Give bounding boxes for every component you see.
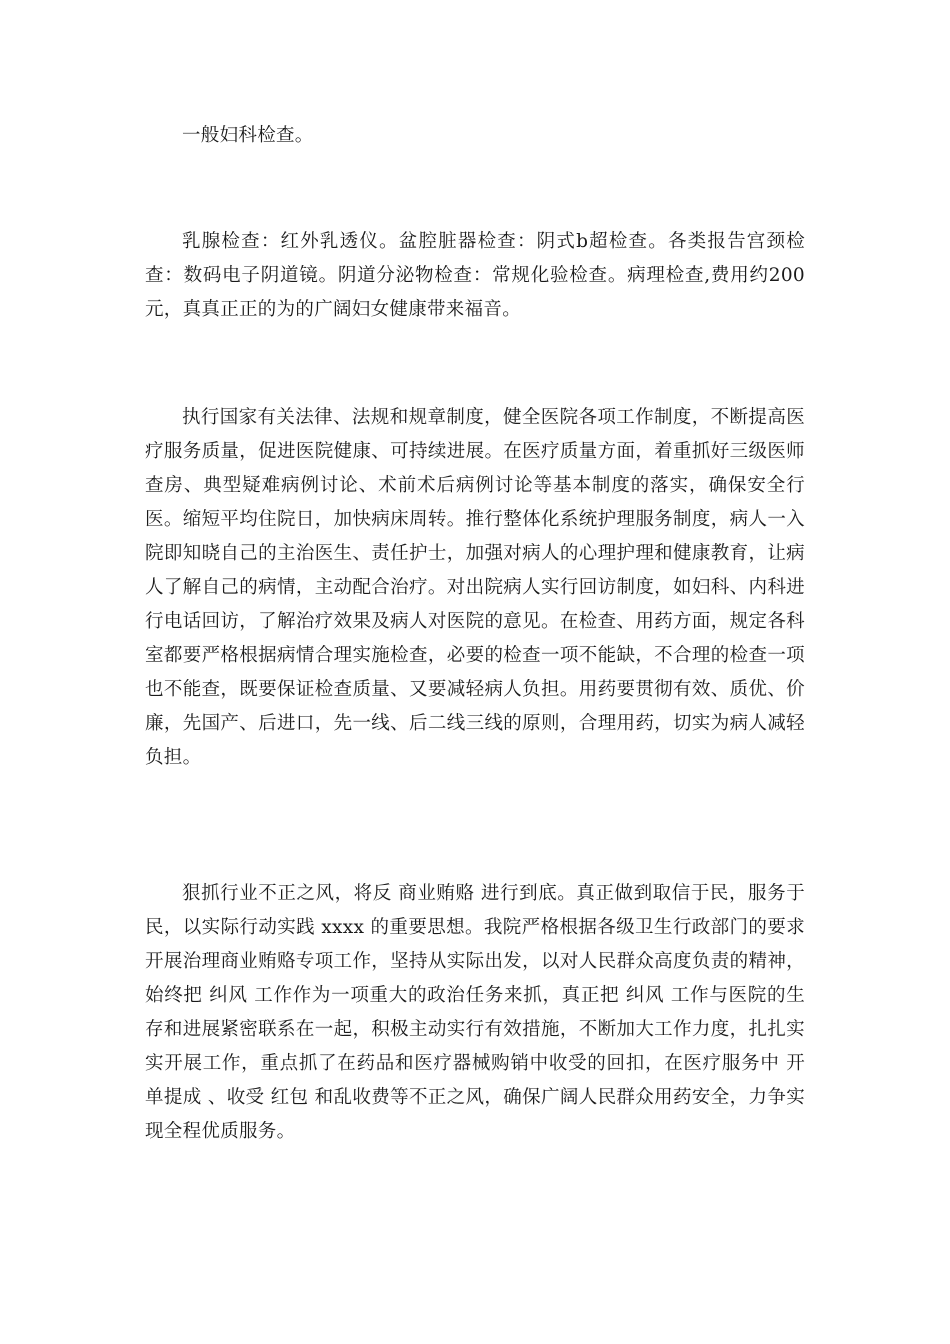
paragraph-exam-items: 乳腺检查：红外乳透仪。盆腔脏器检查：阴式b超检查。各类报告宫颈检查：数码电子阴道镜。阴道分泌物检查：常规化验检查。病理检查,费用约200元，真真正正的为的广阔妇女健康带来福音。 bbox=[145, 231, 805, 320]
paragraph-medical-quality: 执行国家有关法律、法规和规章制度，健全医院各项工作制度，不断提高医疗服务质量，促进医院健康、可持续进展。在医疗质量方面，着重抓好三级医师查房、典型疑难病例讨论、术前术后病例讨论等基本制度的落实，确保安全行医。缩短平均住院日，加快病床周转。推行整体化系统护理服务制度，病人一入院即知晓自己的主治医生、责任护士，加强对病人的心理护理和健康教育，让病人了解自己的病情，主动配合治疗。对出院病人实行回访制度，如妇科、内科进行电话回访，了解治疗效果及病人对医院的意见。在检查、用药方面，规定各科室都要严格根据病情合理实施检查，必要的检查一项不能缺，不合理的检查一项也不能查，既要保证检查质量、又要减轻病人负担。用药要贯彻有效、质优、价廉，先国产、后进口，先一线、后二线三线的原则，合理用药，切实为病人减轻负担。 bbox=[145, 407, 805, 768]
paragraph-gynecology-exam: 一般妇科检查。 bbox=[182, 125, 314, 146]
paragraph-anti-bribery: 狠抓行业不正之风，将反 商业贿赂 进行到底。真正做到取信于民，服务于民，以实际行动实践 xxxx 的重要思想。我院严格根据各级卫生行政部门的要求开展治理商业贿赂专项工作，坚持从实际出发，以对人民群众高度负责的精神，始终把 纠风 工作作为一项重大的政治任务来抓，真正把 纠风 工作与医院的生存和进展紧密联系在一起，积极主动实行有效措施，不断加大工作力度，扎扎实实开展工作，重点抓了在药品和医疗器械购销中收受的回扣，在医疗服务中 开单提成 、收受 红包 和乱收费等不正之风，确保广阔人民群众用药安全，力争实现全程优质服务。 bbox=[145, 883, 806, 1142]
